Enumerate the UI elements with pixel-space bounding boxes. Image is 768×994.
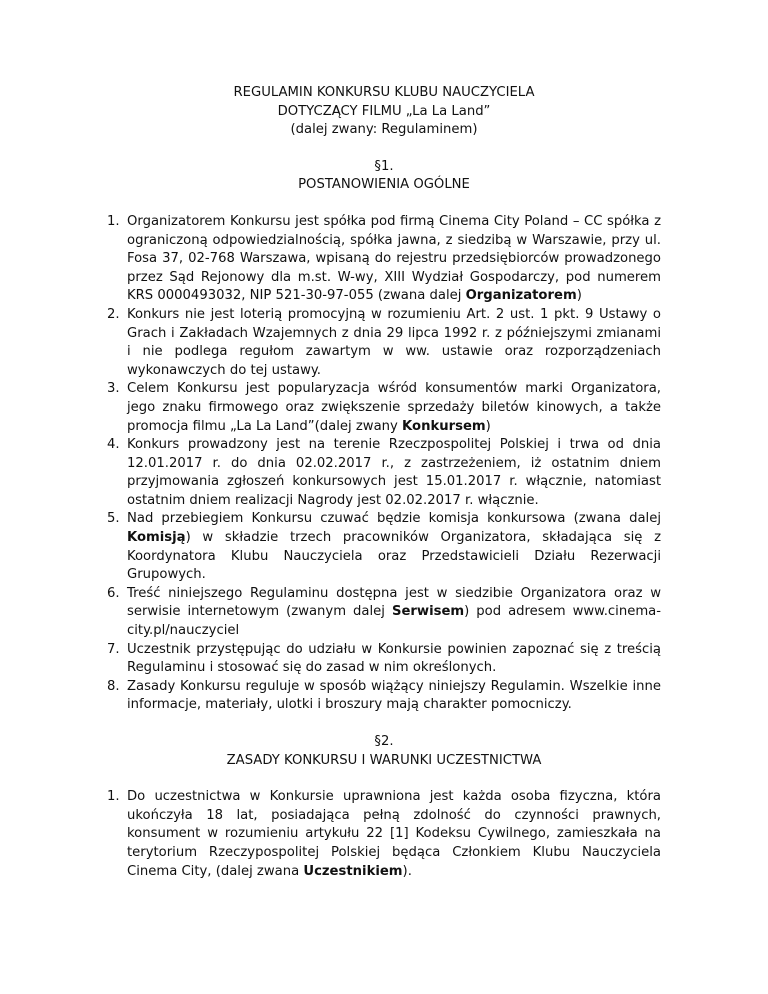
list-item xyxy=(107,788,661,881)
title-line-2: DOTYCZĄCY FILMU „La La Land” xyxy=(277,103,491,119)
item-number: 4. xyxy=(107,437,120,453)
list-item xyxy=(107,380,661,436)
item-text-after: ) xyxy=(576,288,582,304)
item-text: Konkurs prowadzony jest na terenie Rzeczpospolitej Polskiej i trwa od dnia 12.01.2017 r. do dnia 02.02.2017 r., z zastrzeżeniem, iż ostatnim dniem przyjmowania zgłoszeń konkursowych jest 15.01.2017 r. włącznie, natomiast ostatnim dniem realizacji Nagrody jest 02.02.2017 r. włącznie. xyxy=(127,437,661,508)
section-2-list xyxy=(107,788,661,881)
item-bold-term: Uczestnikiem xyxy=(303,863,403,879)
item-number: 1. xyxy=(107,213,120,229)
item-number: 7. xyxy=(107,641,120,657)
item-number: 2. xyxy=(107,306,120,322)
list-item xyxy=(107,678,661,715)
section-2-heading: ZASADY KONKURSU I WARUNKI UCZESTNICTWA xyxy=(226,752,542,768)
item-text: Uczestnik przystępując do udziału w Konkursie powinien zapoznać się z treścią Regulaminu i stosować się do zasad w nim określonych. xyxy=(127,641,661,676)
item-text: Celem Konkursu jest popularyzacja wśród konsumentów marki Organizatora, jego znaku firmowego oraz zwiększenie sprzedaży biletów kinowych, a także promocja filmu „La La Land”(dalej zwany xyxy=(127,381,661,434)
item-text: Zasady Konkursu reguluje w sposób wiążący niniejszy Regulamin. Wszelkie inne informacje, materiały, ulotki i broszury mają charakter pomocniczy. xyxy=(127,678,661,713)
title-line-1: REGULAMIN KONKURSU KLUBU NAUCZYCIELA xyxy=(233,85,535,100)
item-text-after: ) pod adresem www.cinema-city.pl/nauczyciel xyxy=(127,604,662,639)
item-text: Konkurs nie jest loterią promocyjną w rozumieniu Art. 2 ust. 1 pkt. 9 Ustawy o Grach i Zakładach Wzajemnych z dnia 29 lipca 1992 r. z późniejszymi zmianami i nie podlega regułom zawartym w ww. ustawie oraz rozporządzeniach wykonawczych do tej ustawy. xyxy=(127,306,661,378)
document-title xyxy=(107,84,661,140)
item-number: 1. xyxy=(107,789,120,805)
section-1-heading: POSTANOWIENIA OGÓLNE xyxy=(298,177,470,193)
item-text: Organizatorem Konkursu jest spółka pod firmą Cinema City Poland – CC spółka z ograniczoną odpowiedzialnością, spółka jawna, z siedzibą w Warszawie, przy ul. Fosa 37, 02-768 Warszawa, wpisaną do rejestru przedsiębiorców prowadzonego przez Sąd Rejonowy dla m.st. W-wy, XIII Wydział Gospodarczy, pod numerem KRS 0000493032, NIP 521-30-97-055 (zwana dalej xyxy=(127,213,661,304)
item-text: Do uczestnictwa w Konkursie uprawniona jest każda osoba fizyczna, która ukończyła 18 lat, posiadająca pełną zdolność do czynności prawnych, konsument w rozumieniu artykułu 22 [1] Kodeksu Cywilnego, zamieszkała na terytorium Rzeczypospolitej Polskiej będąca Członkiem Klubu Nauczyciela Cinema City, (dalej zwana xyxy=(127,789,661,879)
section-1-number: §1. xyxy=(374,158,394,174)
item-bold-term: Organizatorem xyxy=(465,288,577,304)
list-item xyxy=(107,306,661,380)
section-1-header xyxy=(107,158,661,195)
list-item xyxy=(107,436,661,510)
list-item xyxy=(107,641,661,678)
item-number: 3. xyxy=(107,381,120,397)
item-bold-term: Komisją xyxy=(127,530,186,546)
section-1-list xyxy=(107,213,661,715)
list-item xyxy=(107,213,661,306)
item-text: Treść niniejszego Regulaminu dostępna jest w siedzibie Organizatora oraz w serwisie internetowym (zwanym dalej xyxy=(127,585,661,620)
item-text-after: ). xyxy=(402,863,412,879)
list-item xyxy=(107,585,661,641)
item-bold-term: Serwisem xyxy=(391,604,465,620)
list-item xyxy=(107,510,661,584)
item-number: 8. xyxy=(107,678,120,694)
item-text-after: ) xyxy=(485,418,491,434)
item-number: 5. xyxy=(107,511,120,527)
item-number: 6. xyxy=(107,585,120,601)
item-text-after: ) w składzie trzech pracowników Organizatora, składająca się z Koordynatora Klubu Nauczyciela oraz Przedstawicieli Działu Rezerwacji Grupowych. xyxy=(127,530,661,583)
section-2-header xyxy=(107,733,661,770)
item-text: Nad przebiegiem Konkursu czuwać będzie komisja konkursowa (zwana dalej xyxy=(127,511,661,527)
item-bold-term: Konkursem xyxy=(402,418,486,434)
title-line-3: (dalej zwany: Regulaminem) xyxy=(290,122,478,138)
section-2-number: §2. xyxy=(374,734,394,749)
